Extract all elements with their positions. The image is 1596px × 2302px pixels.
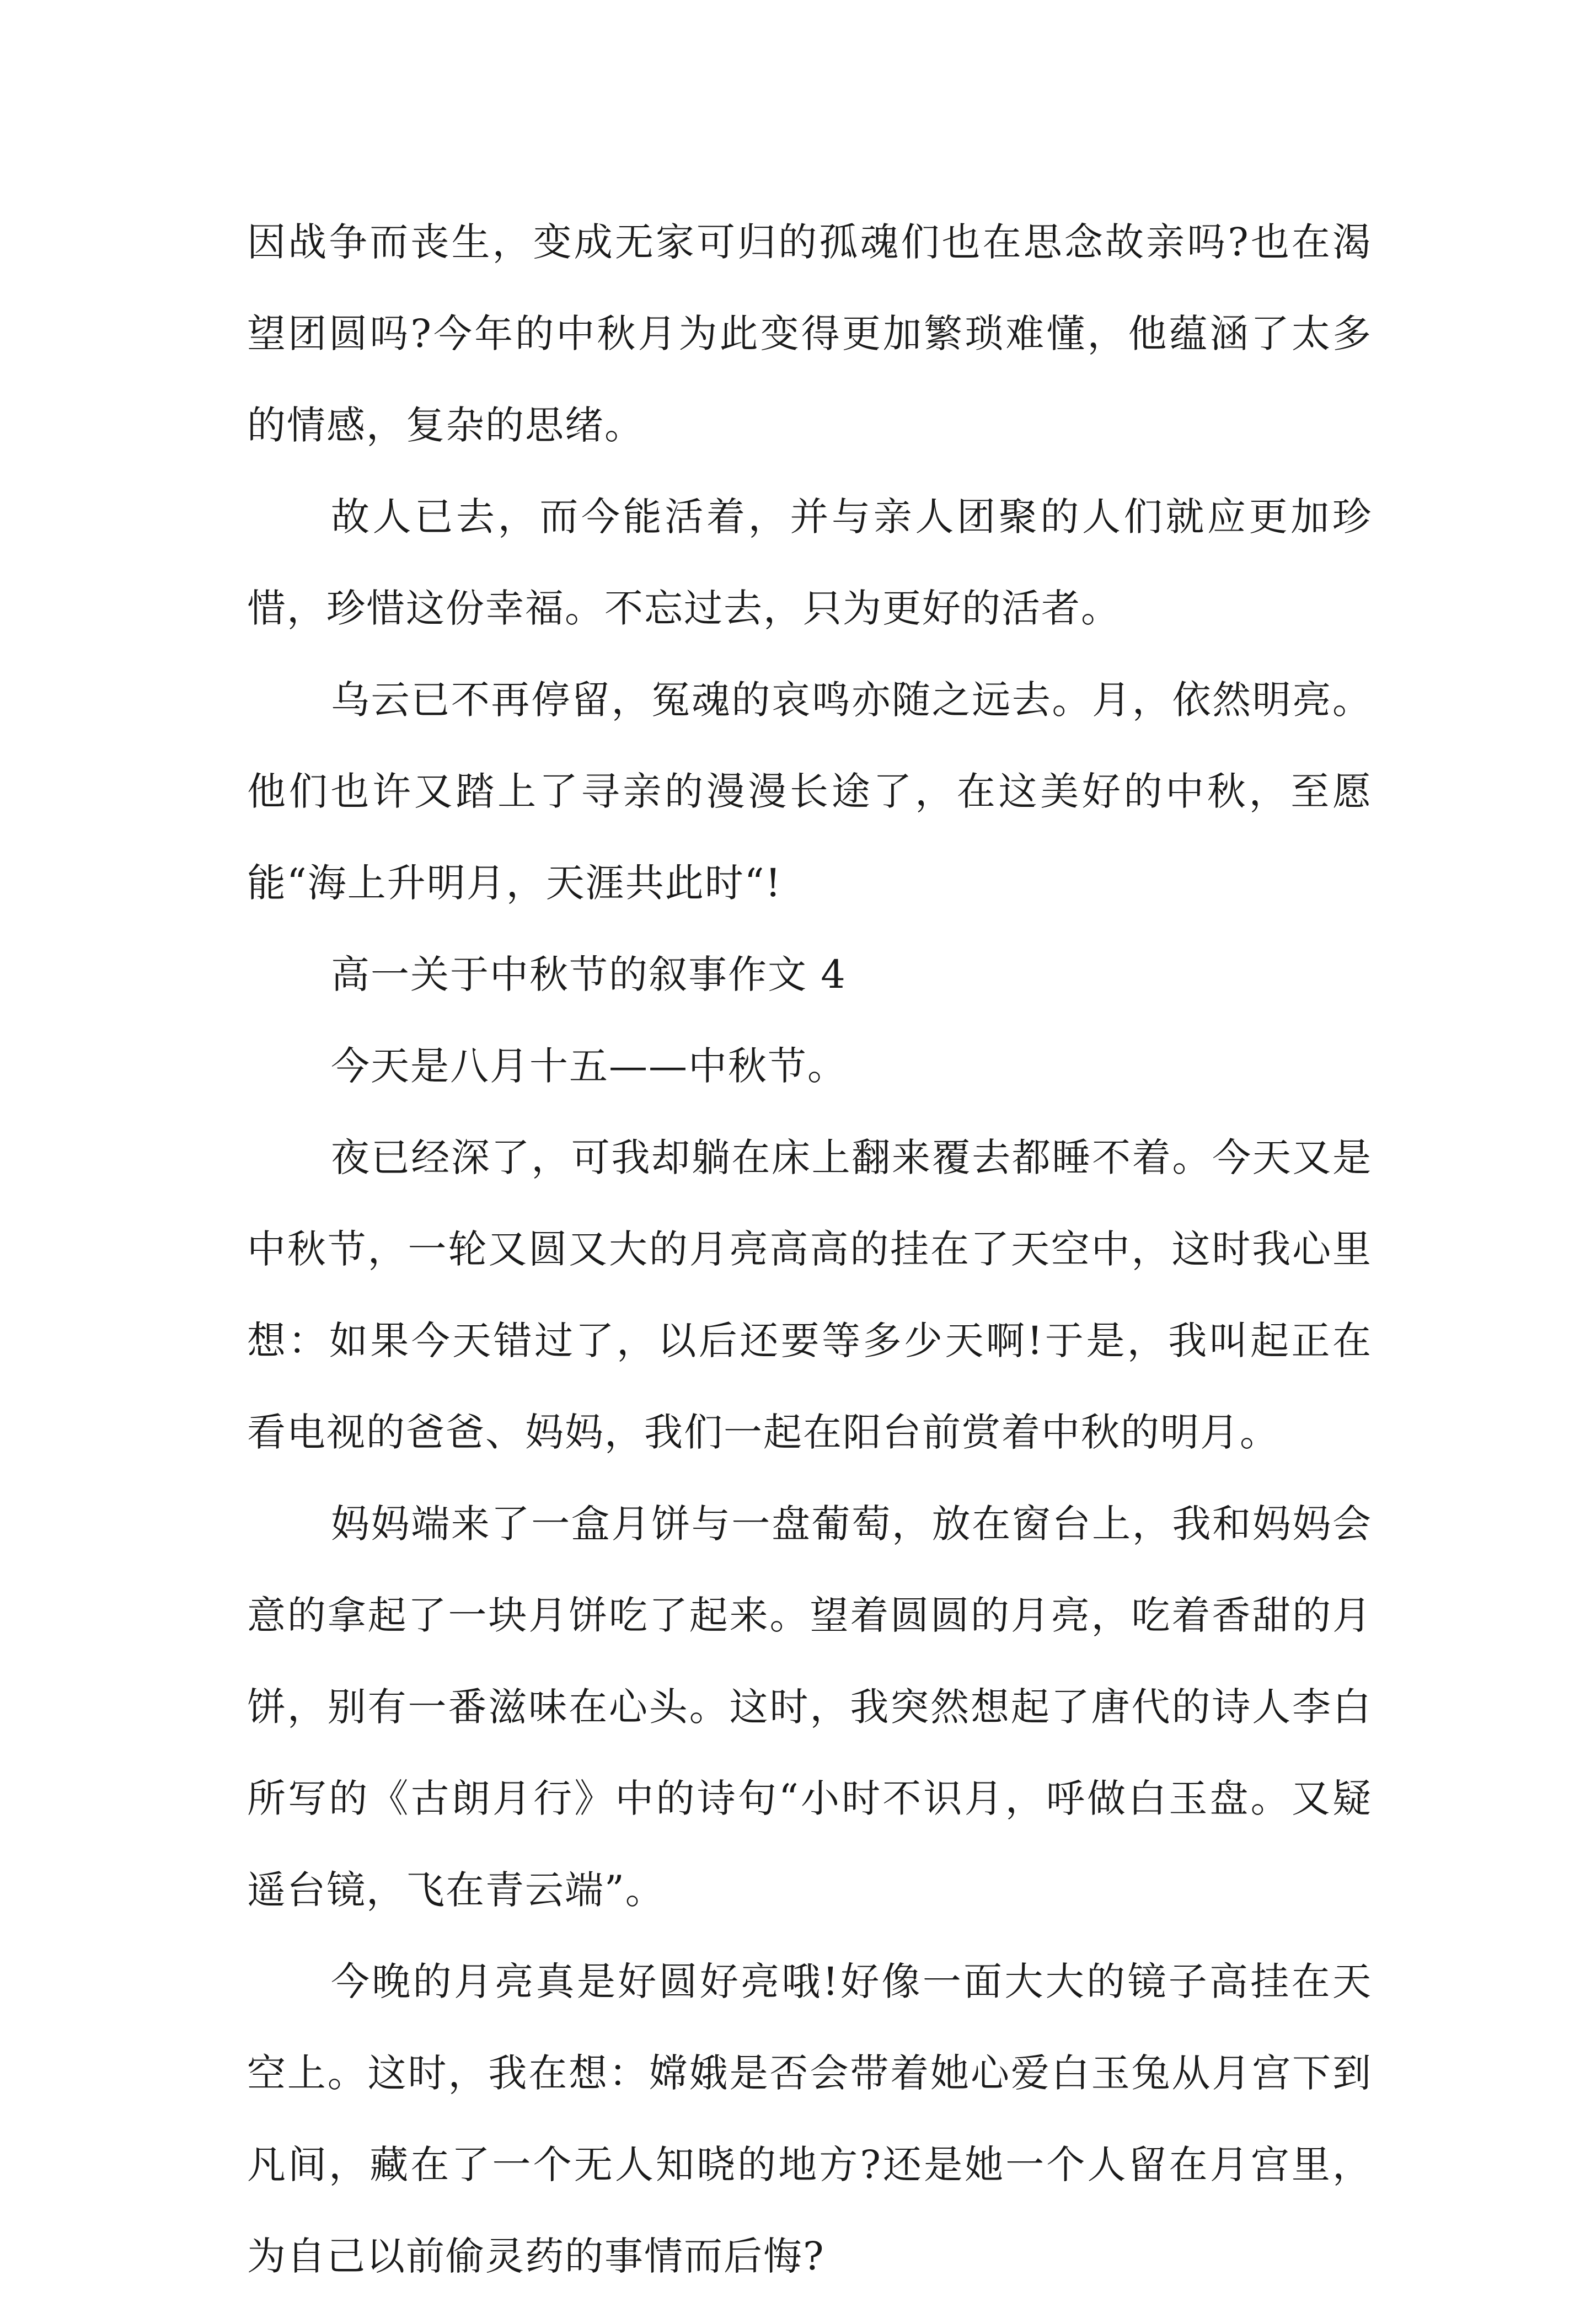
paragraph: 今天是八月十五——中秋节。 [331, 1043, 847, 1089]
paragraph: 故人已去，而今能活着，并与亲人团聚的人们就应更加珍惜，珍惜这份幸福。不忘过去，只为更好的活者。 [247, 494, 1372, 631]
document-body [247, 196, 1372, 2302]
paragraph: 乌云已不再停留，冤魂的哀鸣亦随之远去。月，依然明亮。他们也许又踏上了寻亲的漫漫长途了，在这美好的中秋，至愿能“海上升明月，天涯共此时“! [247, 677, 1372, 906]
paragraph: 夜已经深了，可我却躺在床上翻来覆去都睡不着。今天又是中秋节，一轮又圆又大的月亮高高的挂在了天空中，这时我心里想：如果今天错过了，以后还要等多少天啊!于是，我叫起正在看电视的爸爸、妈妈，我们一起在阳台前赏着中秋的明月。 [247, 1135, 1372, 1455]
paragraph: 今晚的月亮真是好圆好亮哦!好像一面大大的镜子高挂在天空上。这时，我在想：嫦娥是否会带着她心爱白玉兔从月宫下到凡间，藏在了一个无人知晓的地方?还是她一个人留在月宫里，为自己以前偷灵药的事情而后悔? [247, 1959, 1372, 2279]
paragraph: 妈妈端来了一盒月饼与一盘葡萄，放在窗台上，我和妈妈会意的拿起了一块月饼吃了起来。望着圆圆的月亮，吃着香甜的月饼，别有一番滋味在心头。这时，我突然想起了唐代的诗人李白所写的《古朗月行》中的诗句“小时不识月，呼做白玉盘。又疑遥台镜，飞在青云端”。 [247, 1501, 1372, 1913]
paragraph: 因战争而丧生，变成无家可归的孤魂们也在思念故亲吗?也在渴望团圆吗?今年的中秋月为此变得更加繁琐难懂，他蕴涵了太多的情感，复杂的思绪。 [247, 220, 1372, 448]
section-heading: 高一关于中秋节的叙事作文 4 [331, 952, 847, 997]
